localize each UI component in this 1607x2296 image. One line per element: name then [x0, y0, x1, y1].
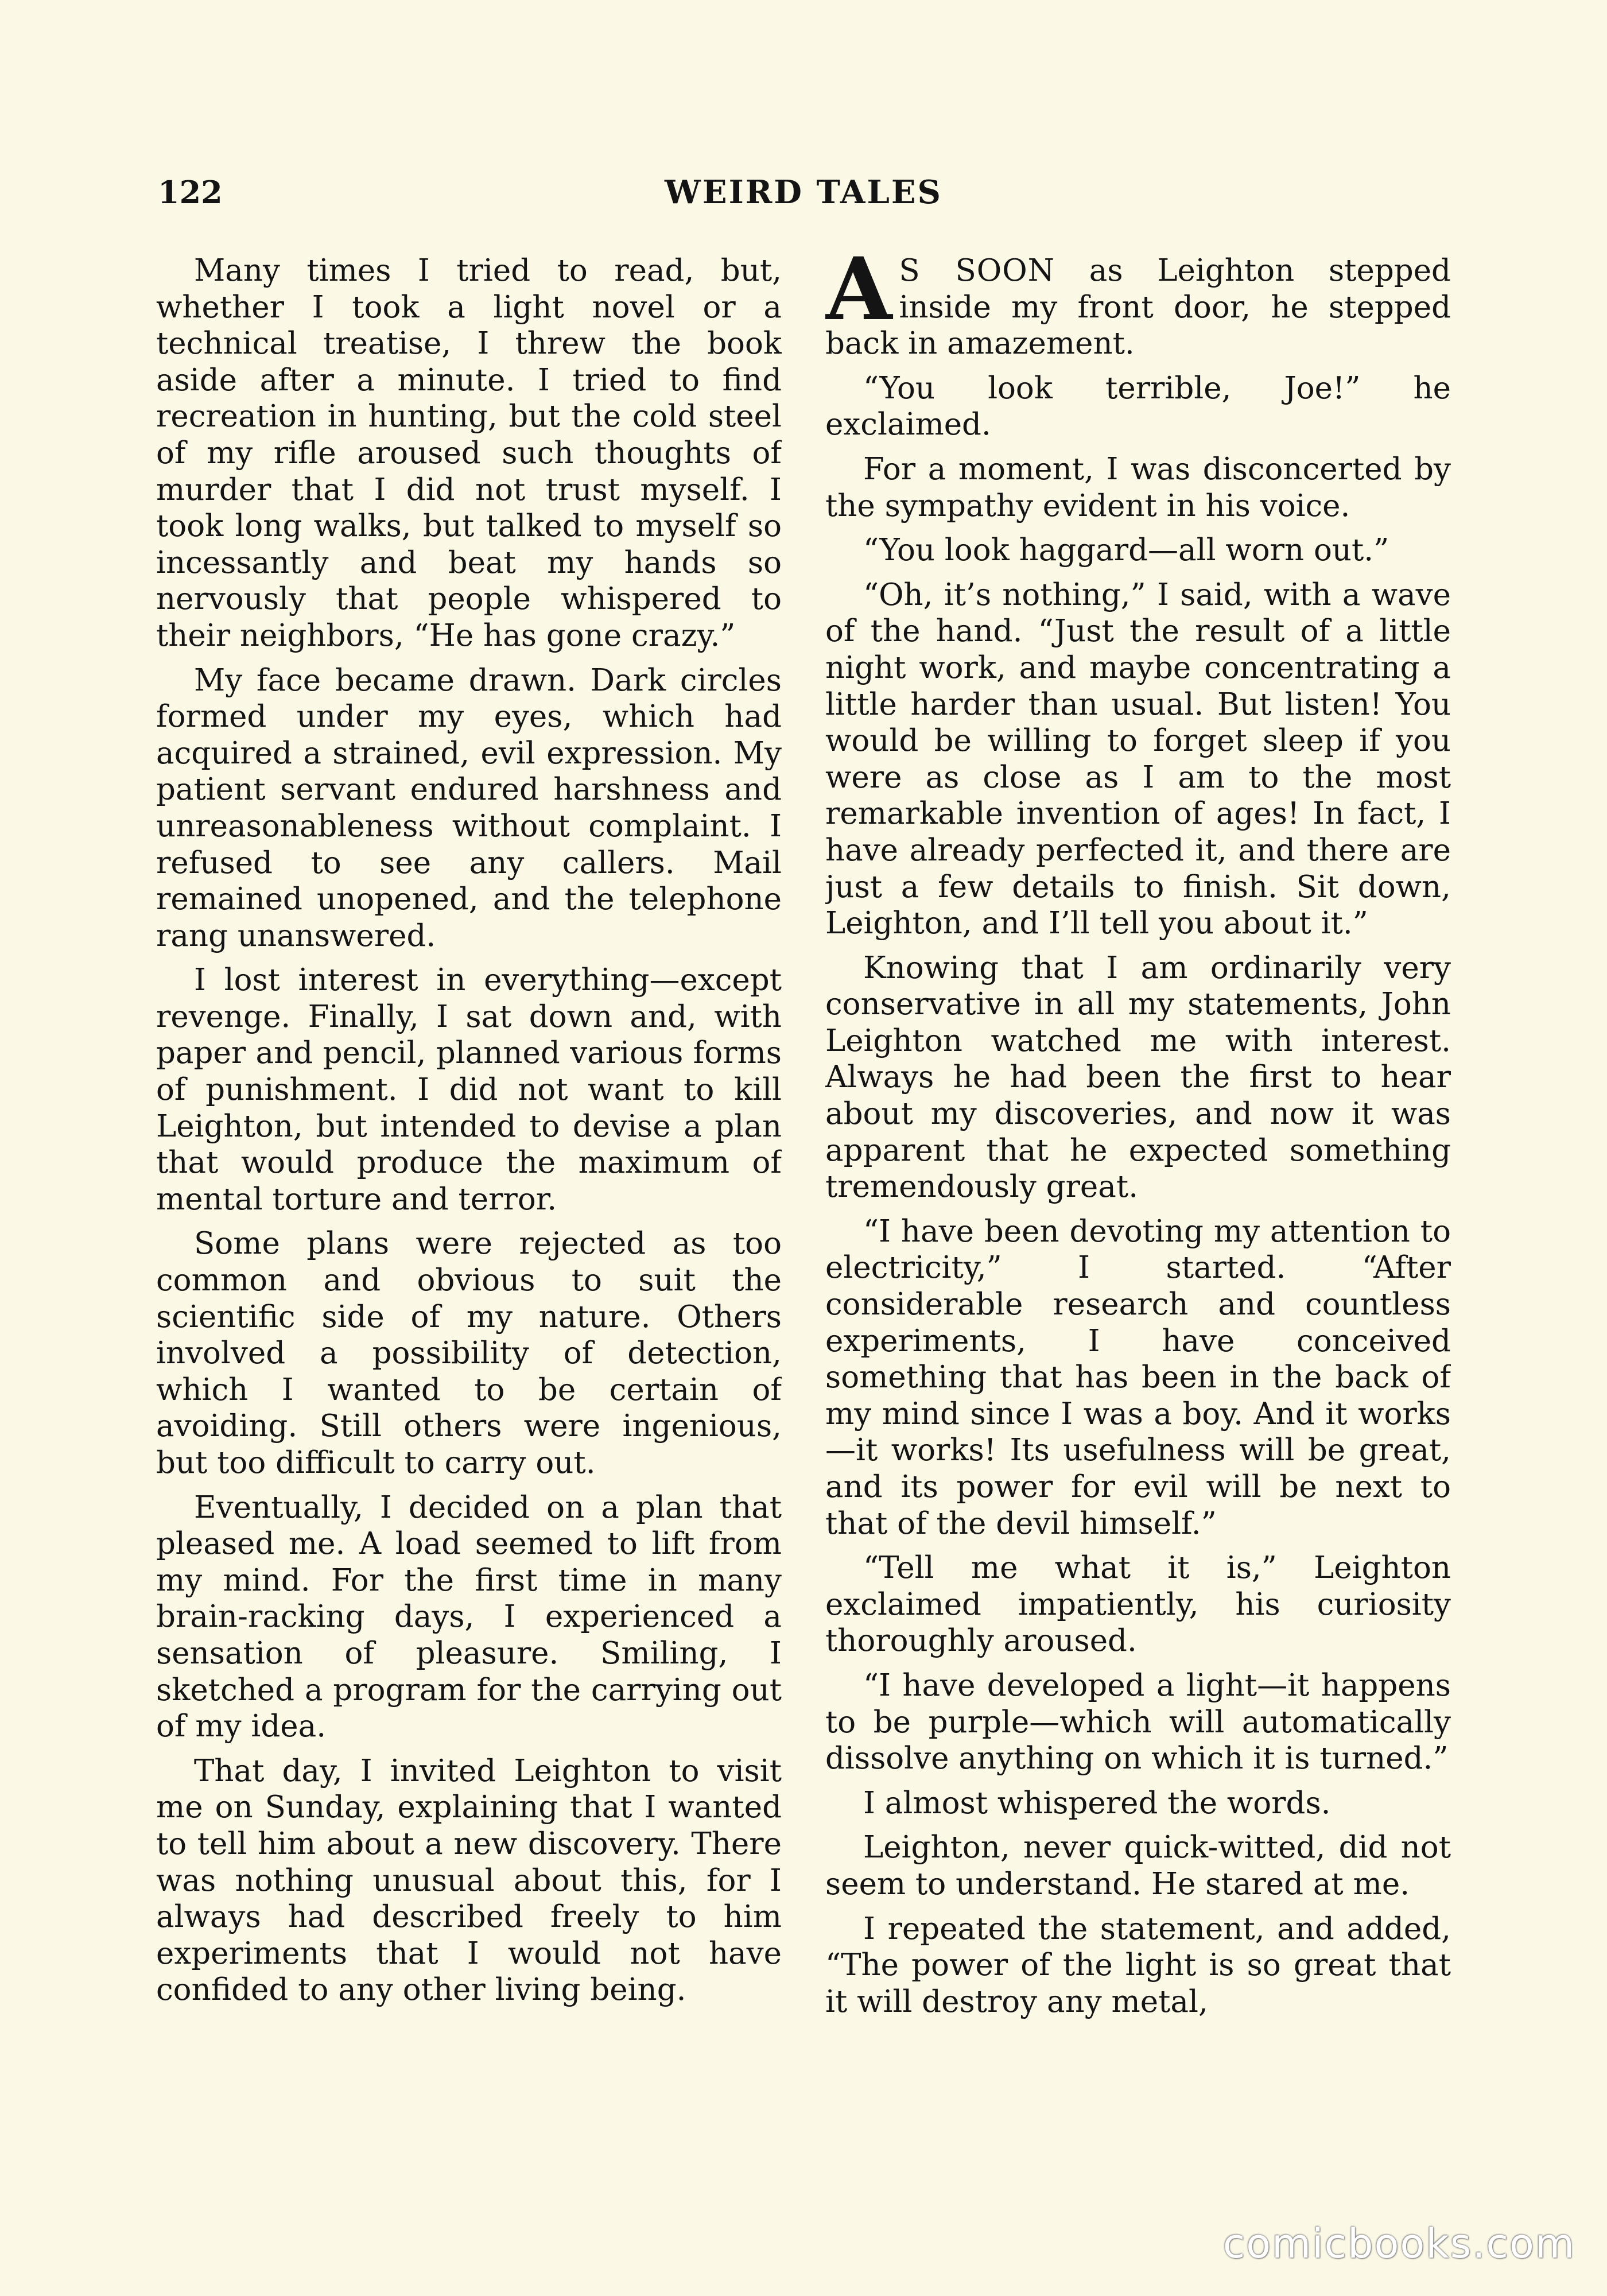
opening-caps: S SOON	[899, 253, 1055, 288]
page-header	[158, 166, 1449, 218]
watermark: comicbooks.com	[1222, 2220, 1575, 2267]
paragraph: Many times I tried to read, but, whether I took a light novel or a technical treatise, I threw the book aside after a minute. I tried to find recreation in hunting, but the cold steel of my rifle aroused such thoughts of murder that I did not trust myself. I took long walks, but talked to myself so incessantly and beat my hands so nervously that people whispered to their neighbors, “He has gone crazy.”	[156, 253, 782, 653]
paragraph: “You look haggard—all worn out.”	[863, 533, 1389, 568]
left-column	[156, 253, 782, 2147]
paragraph: My face became drawn. Dark circles formed under my eyes, which had acquired a strained, evil expression. My patient servant endured harshness and unreasonableness without complaint. I refused to see any callers. Mail remained unopened, and the telephone rang unanswered.	[156, 662, 782, 953]
paragraph: Knowing that I am ordinarily very conservative in all my statements, John Leighton watched me with interest. Always he had been the first to hear about my discoveries, and now it was apparent that he expected something tremendously great.	[825, 950, 1451, 1205]
opening-paragraph	[825, 253, 1451, 362]
paragraph: Eventually, I decided on a plan that pleased me. A load seemed to lift from my mind. For the first time in many brain-racking days, I experienced a sensation of pleasure. Smiling, I sketched a program for the carrying out of my idea.	[156, 1490, 782, 1744]
paragraph: “You look terrible, Joe!” he exclaimed.	[825, 370, 1451, 443]
paragraph: Leighton, never quick-witted, did not seem to understand. He stared at me.	[825, 1830, 1451, 1902]
page-number: 122	[158, 174, 223, 211]
paragraph: “I have developed a light—it happens to be purple—which will automatically dissolve anything on which it is turned.”	[825, 1667, 1451, 1777]
paragraph: “Tell me what it is,” Leighton exclaimed impatiently, his curiosity thoroughly aroused.	[825, 1550, 1451, 1659]
paragraph: For a moment, I was disconcerted by the sympathy evident in his voice.	[825, 451, 1451, 523]
paragraph: I almost whispered the words.	[863, 1785, 1331, 1821]
paragraph: That day, I invited Leighton to visit me on Sunday, explaining that I wanted to tell him about a new discovery. There was nothing unusual about this, for I always had described freely to him experiments that I would not have confided to any other living being.	[156, 1753, 782, 2008]
opening-text: as Leighton stepped inside my front door, he stepped back in amazement.	[825, 253, 1451, 362]
drop-cap: A	[825, 253, 892, 340]
running-title: WEIRD TALES	[665, 173, 942, 211]
paragraph: “I have been devoting my attention to electricity,” I started. “After considerable research and countless experiments, I have conceived something that has been in the back of my mind since I was a boy. And it works—it works! Its usefulness will be great, and its power for evil will be next to that of the devil himself.”	[825, 1213, 1451, 1541]
paragraph: Some plans were rejected as too common and obvious to suit the scientific side of my nature. Others involved a possibility of detection, which I wanted to be certain of avoiding. Still others were ingenious, but too difficult to carry out.	[156, 1226, 782, 1480]
right-column	[825, 253, 1451, 2147]
paragraph: “Oh, it’s nothing,” I said, with a wave of the hand. “Just the result of a little night work, and maybe concentrating a little harder than usual. But listen! You would be willing to forget sleep if you were as close as I am to the most remarkable invention of ages! In fact, I have already perfected it, and there are just a few details to finish. Sit down, Leighton, and I’ll tell you about it.”	[825, 577, 1451, 941]
paragraph: I repeated the statement, and added, “The power of the light is so great that it will destroy any metal,	[825, 1911, 1451, 2019]
paragraph: I lost interest in everything—except revenge. Finally, I sat down and, with paper and pencil, planned various forms of punishment. I did not want to kill Leighton, but intended to devise a plan that would produce the maximum of mental torture and terror.	[156, 963, 782, 1217]
